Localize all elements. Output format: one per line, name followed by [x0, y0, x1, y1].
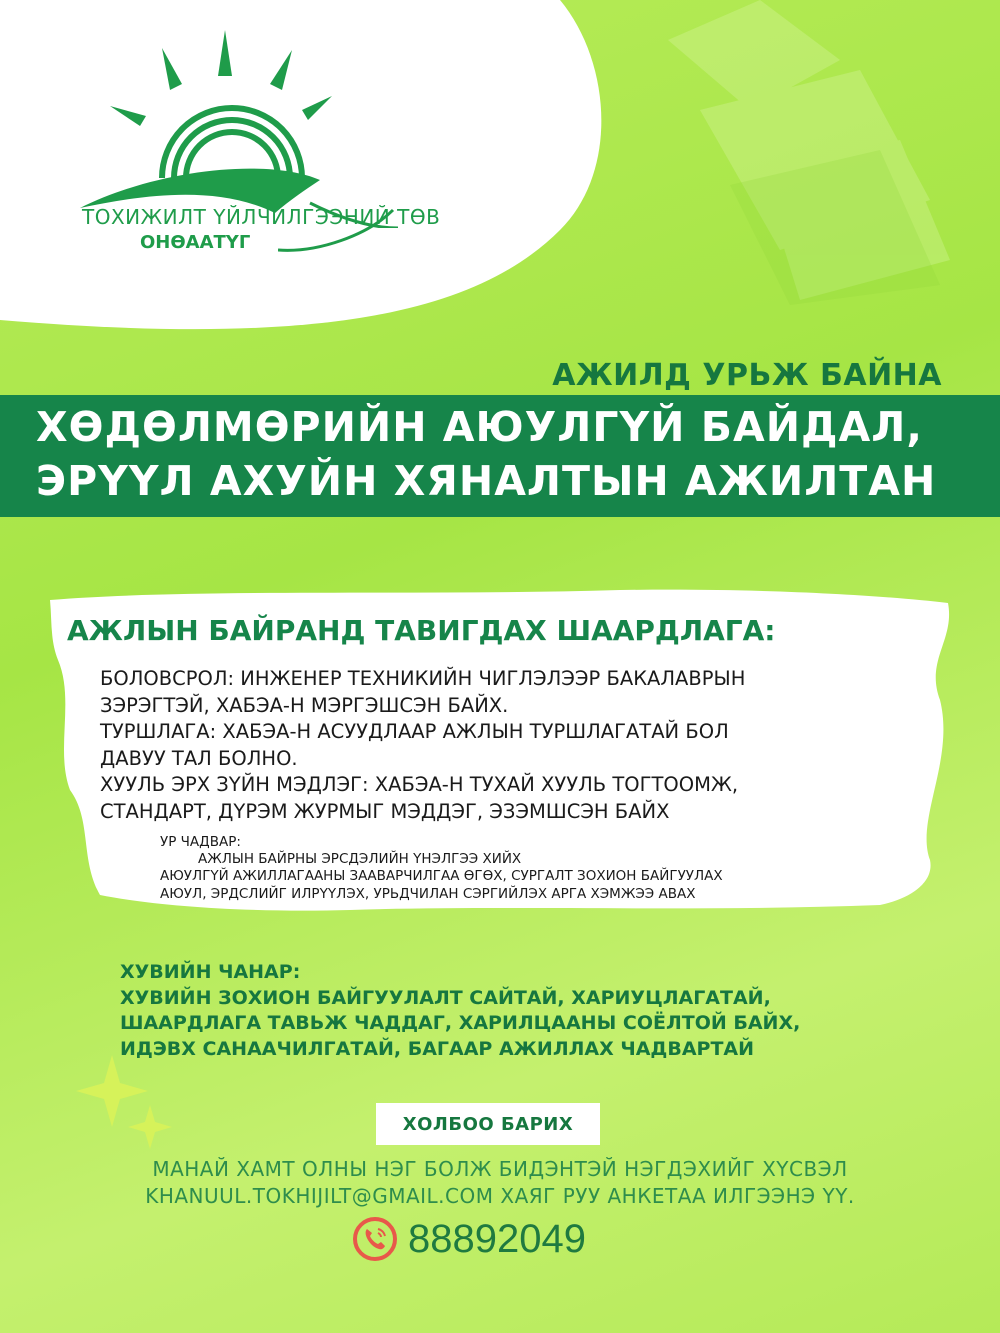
requirements-title: АЖЛЫН БАЙРАНД ТАВИГДАХ ШААРДЛАГА: [67, 614, 776, 647]
requirement-line: ТУРШЛАГА: ХАБЭА-Н АСУУДЛААР АЖЛЫН ТУРШЛАГАТАЙ БОЛ [100, 720, 729, 743]
requirements-list [100, 666, 745, 825]
skill-line: АЮУЛГҮЙ АЖИЛЛАГААНЫ ЗААВАРЧИЛГАА ӨГӨХ, СУРГАЛТ ЗОХИОН БАЙГУУЛАХ [160, 868, 723, 884]
logo-line-1: ТОХИЖИЛТ ҮЙЛЧИЛГЭЭНИЙ ТӨВ [82, 205, 441, 229]
personal-line: ХУВИЙН ЗОХИОН БАЙГУУЛАЛТ САЙТАЙ, ХАРИУЦЛАГАТАЙ, [120, 986, 771, 1009]
skill-line: АЮУЛ, ЭРДСЛИЙГ ИЛРҮҮЛЭХ, УРЬДЧИЛАН СЭРГИЙЛЭХ АРГА ХЭМЖЭЭ АВАХ [160, 886, 696, 902]
personal-line: ШААРДЛАГА ТАВЬЖ ЧАДДАГ, ХАРИЛЦААНЫ СОЁЛТОЙ БАЙХ, [120, 1012, 801, 1034]
contact-line-1: МАНАЙ ХАМТ ОЛНЫ НЭГ БОЛЖ БИДЭНТЭЙ НЭГДЭХИЙГ ХҮСВЭЛ [152, 1157, 848, 1181]
phone-icon [352, 1216, 398, 1262]
title-banner [0, 395, 1000, 517]
phone-number: 88892049 [408, 1216, 586, 1261]
logo-swoosh-underline [278, 205, 398, 255]
personal-title: ХУВИЙН ЧАНАР: [120, 961, 301, 983]
personal-qualities [120, 960, 800, 1062]
requirement-line: ЗЭРЭГТЭЙ, ХАБЭА-Н МЭРГЭШСЭН БАЙХ. [100, 693, 509, 717]
rising-sun-logo-icon [70, 28, 400, 228]
invite-heading: АЖИЛД УРЬЖ БАЙНА [552, 358, 942, 393]
contact-button[interactable]: ХОЛБОО БАРИХ [376, 1103, 600, 1145]
requirement-line: ДАВУУ ТАЛ БОЛНО. [100, 746, 298, 770]
title-line-2: ЭРҮҮЛ АХУЙН ХЯНАЛТЫН АЖИЛТАН [36, 457, 937, 505]
requirement-line: СТАНДАРТ, ДҮРЭМ ЖУРМЫГ МЭДДЭГ, ЭЗЭМШСЭН БАЙХ [100, 799, 670, 823]
phone-contact[interactable] [352, 1214, 586, 1264]
personal-line: ИДЭВХ САНААЧИЛГАТАЙ, БАГААР АЖИЛЛАХ ЧАДВАРТАЙ [120, 1037, 755, 1060]
skills-label: УР ЧАДВАР: [160, 834, 241, 850]
requirement-line: БОЛОВСРОЛ: ИНЖЕНЕР ТЕХНИКИЙН ЧИГЛЭЛЭЭР БАКАЛАВРЫН [100, 667, 746, 690]
skill-line: АЖЛЫН БАЙРНЫ ЭРСДЭЛИЙН ҮНЭЛГЭЭ ХИЙХ [198, 851, 522, 867]
title-line-1: ХӨДӨЛМӨРИЙН АЮУЛГҮЙ БАЙДАЛ, [36, 403, 923, 451]
contact-email-line[interactable]: KHANUUL.TOKHIJILT@GMAIL.COM ХАЯГ РУУ АНКЕТАА ИЛГЭЭНЭ ҮҮ. [145, 1184, 855, 1208]
requirement-line: ХУУЛЬ ЭРХ ЗҮЙН МЭДЛЭГ: ХАБЭА-Н ТУХАЙ ХУУЛЬ ТОГТООМЖ, [100, 773, 739, 796]
logo-line-2: ОНӨААТҮГ [140, 232, 251, 253]
